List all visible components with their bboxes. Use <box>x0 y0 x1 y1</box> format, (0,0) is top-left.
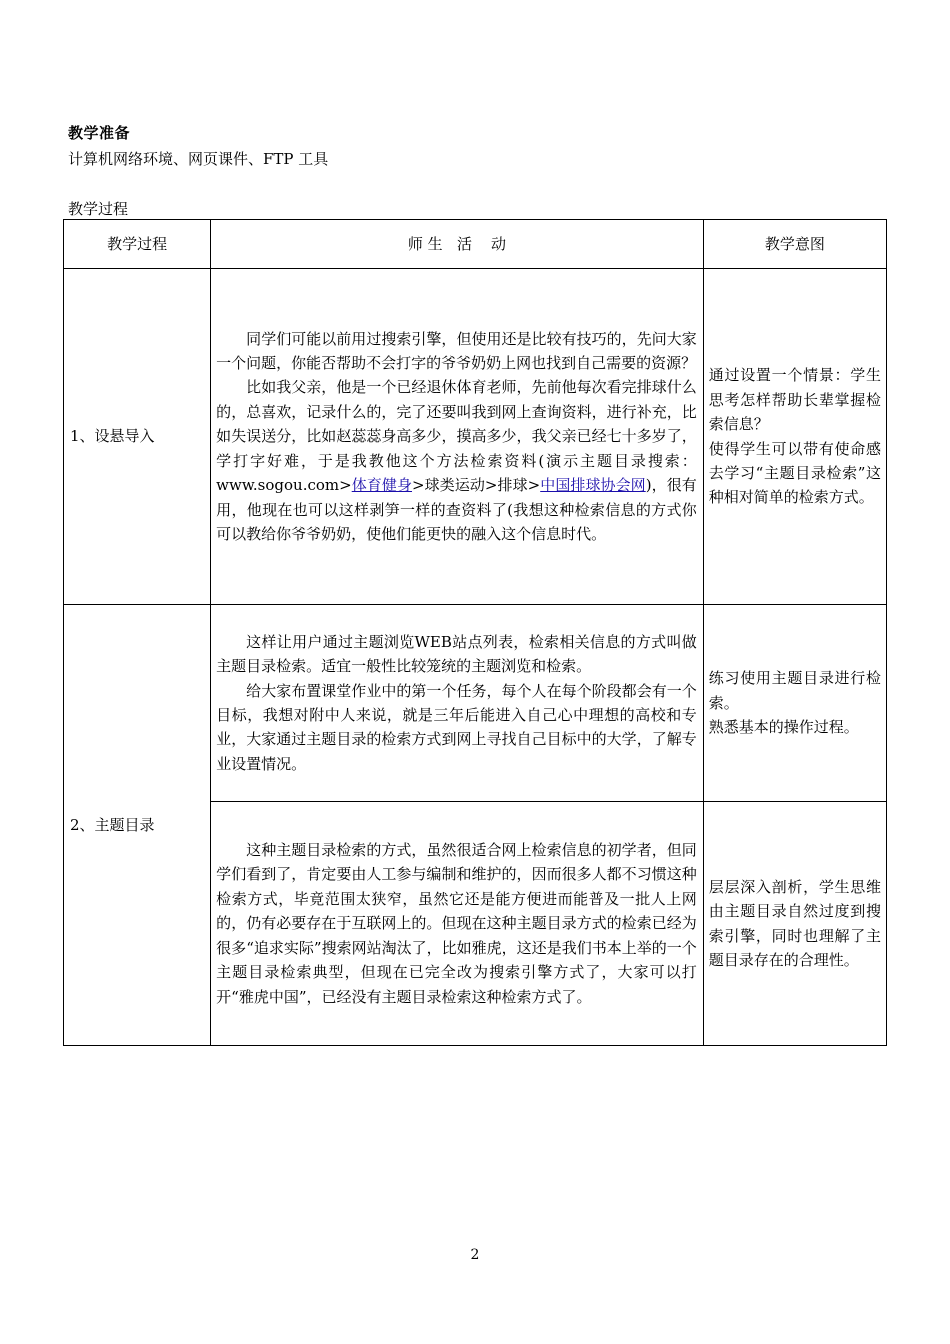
activity-paragraph: 给大家布置课堂作业中的第一个任务，每个人在每个阶段都会有一个目标，我想对附中人来说，就是三年后能进入自己心中理想的高校和专业，大家通过主题目录的检索方式到网上寻找自己目标中的大学，了解专业设置情况。 <box>216 681 697 773</box>
table-row <box>64 605 887 802</box>
activity-text: 比如我父亲，他是一个已经退休体育老师，先前他每次看完排球什么的，总喜欢，记录什么的，完了还要叫我到网上查询资料，进行补充，比如失误送分，比如赵蕊蕊身高多少，摸高多少，我父亲已经七十多岁了，学打字好难，于是我教他这个方法检索资料(演示主题目录搜索：www.sogou.com> <box>216 378 697 495</box>
activity-text: >球类运动>排球> <box>412 476 541 495</box>
activity-cell <box>211 802 704 1046</box>
intent-text: 熟悉基本的操作过程。 <box>708 718 859 737</box>
link-sports-fitness[interactable]: 体育健身 <box>351 476 413 495</box>
intent-cell <box>703 802 886 1046</box>
process-label: 教学过程 <box>68 200 129 218</box>
stage-cell: 1、设悬导入 <box>64 269 211 605</box>
activity-text: )，很有用，他现在也可以这样剥笋一样的查资料了(我想这种检索信息的方式你可以教给你爷爷奶奶，使他们能更快的融入这个信息时代。 <box>216 476 697 543</box>
activity-cell <box>211 605 704 802</box>
intent-text: 层层深入剖析，学生思维由主题目录自然过度到搜索引擎，同时也理解了主题目录存在的合理性。 <box>708 877 881 969</box>
intent-text: 通过设置一个情景：学生思考怎样帮助长辈掌握检索信息？ <box>708 366 881 434</box>
page-number: 2 <box>470 1247 480 1263</box>
activity-cell <box>211 269 704 605</box>
intent-cell <box>703 269 886 605</box>
link-volleyball-association[interactable]: 中国排球协会网 <box>540 476 646 495</box>
stage-cell: 2、主题目录 <box>64 605 211 1046</box>
activity-paragraph: 这样让用户通过主题浏览WEB站点列表，检索相关信息的方式叫做主题目录检索。适宜一般性比较笼统的主题浏览和检索。 <box>216 632 697 676</box>
table-header-row <box>64 220 887 269</box>
intent-text: 使得学生可以带有使命感去学习“主题目录检索”这种相对简单的检索方式。 <box>708 439 881 507</box>
activity-paragraph: 同学们可能以前用过搜索引擎，但使用还是比较有技巧的，先问大家一个问题，你能否帮助不会打字的爷爷奶奶上网也找到自己需要的资源？ <box>216 329 697 373</box>
lesson-table <box>63 219 887 1046</box>
table-row <box>64 269 887 605</box>
activity-paragraph: 这种主题目录检索的方式，虽然很适合网上检索信息的初学者，但同学们看到了，肯定要由人工参与编制和维护的，因而很多人都不习惯这种检索方式，毕竟范围太狭窄，虽然它还是能方便进而能普及一批人上网的，仍有必要存在于互联网上的。但现在这种主题目录方式的检索已经为很多“追求实际”搜索网站淘汰了，比如雅虎，这还是我们书本上举的一个主题目录检索典型，但现在已完全改为搜索引擎方式了，大家可以打开“雅虎中国”，已经没有主题目录检索这种检索方式了。 <box>216 841 697 1006</box>
intent-cell <box>703 605 886 802</box>
activity-paragraph <box>216 375 697 546</box>
header-intent: 教学意图 <box>703 220 886 269</box>
prep-tools: 计算机网络环境、网页课件、FTP 工具 <box>68 150 329 168</box>
header-activity: 师 生 活 动 <box>211 220 704 269</box>
intent-text: 练习使用主题目录进行检索。 <box>708 669 881 712</box>
header-stage: 教学过程 <box>64 220 211 269</box>
prep-heading: 教学准备 <box>68 124 131 142</box>
